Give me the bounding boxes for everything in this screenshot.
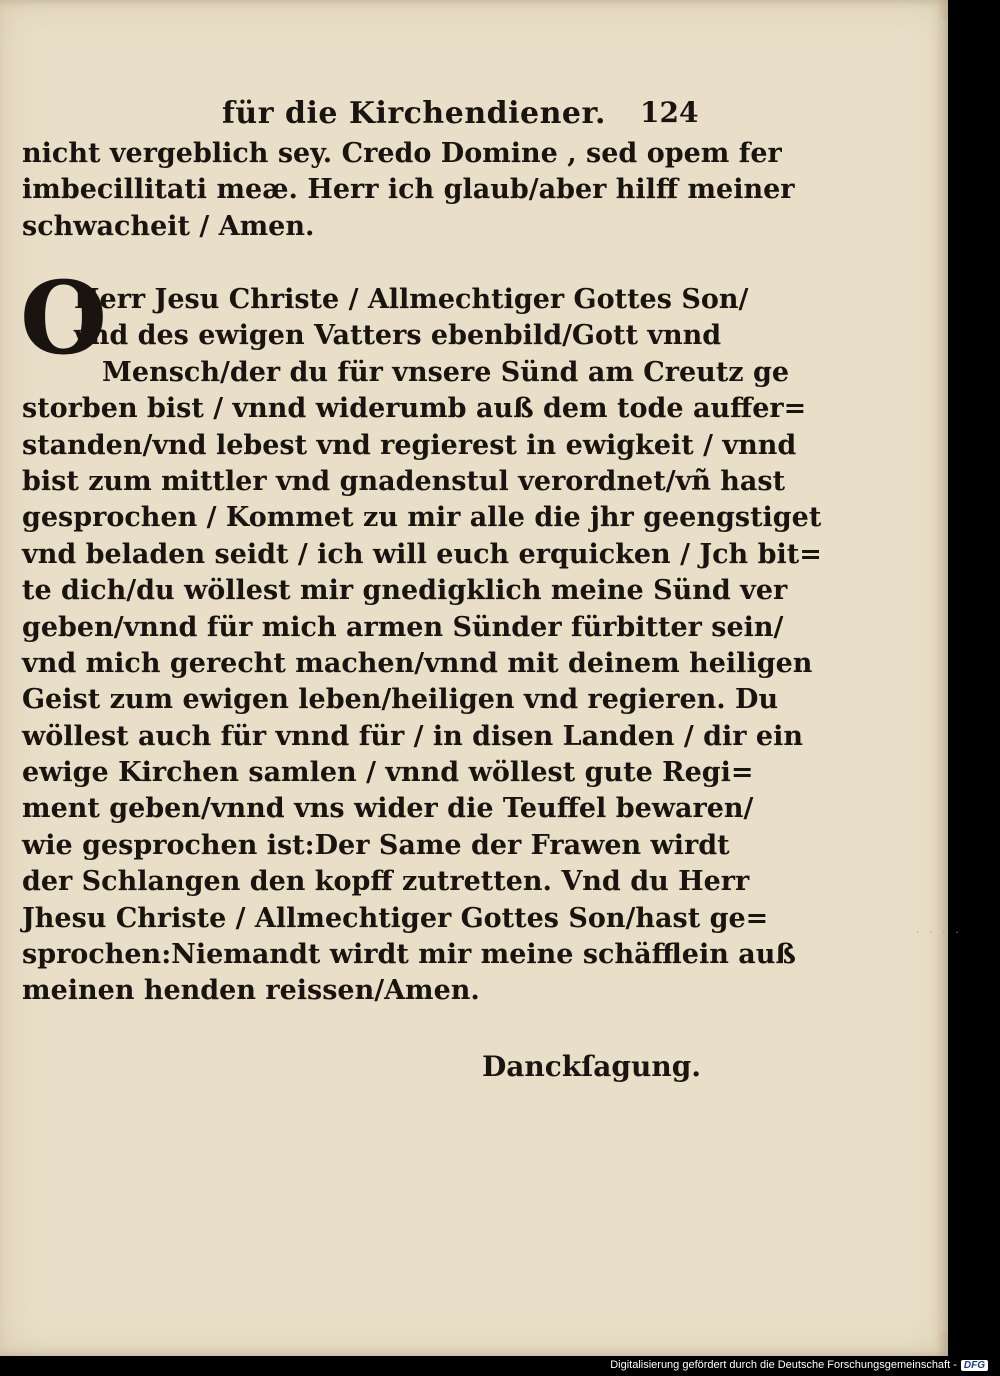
prayer-line: Jhesu Christe / Allmechtiger Gottes Son/hast ge=	[22, 902, 769, 934]
prayer-line: der Schlangen den kopff zutretten. Vnd du Herr	[22, 866, 750, 898]
intro-text-block	[22, 136, 795, 245]
intro-line: imbecillitati meæ. Herr ich glaub/aber hilff meiner	[22, 174, 795, 206]
intro-line: nicht vergeblich sey. Credo Domine , sed opem fer	[22, 138, 782, 169]
intro-line: schwacheit / Amen.	[22, 210, 315, 242]
prayer-line: geben/vnnd für mich armen Sünder fürbitter sein/	[22, 611, 784, 643]
prayer-line: vnd mich gerecht machen/vnnd mit deinem heiligen	[22, 647, 813, 679]
prayer-line: sprochen:Niemandt wirdt mir meine schäfflein auß	[22, 939, 796, 971]
prayer-line: Mensch/der du für vnsere Sünd am Creutz ge	[102, 356, 790, 388]
footer-credit: Digitalisierung gefördert durch die Deutsche Forschungsgemeinschaft -	[610, 1359, 957, 1371]
drop-cap-initial: O	[20, 259, 108, 377]
prayer-line: vnd des ewigen Vatters ebenbild/Gott vnnd	[74, 320, 722, 352]
prayer-line: meinen henden reissen/Amen.	[22, 975, 480, 1007]
prayer-line: te dich/du wöllest mir gnedigklich meine Sünd ver	[22, 575, 788, 607]
page-edge-shadow	[940, 20, 948, 1330]
prayer-line: standen/vnd lebest vnd regierest in ewigkeit / vnnd	[22, 429, 797, 461]
prayer-line: bist zum mittler vnd gnadenstul verordnet/vñ hast	[22, 465, 786, 497]
running-title: für die Kirchendiener.	[222, 96, 606, 131]
prayer-line: wöllest auch für vnnd für / in disen Landen / dir ein	[22, 720, 803, 752]
closing-heading: Danckſagung.	[482, 1050, 702, 1083]
prayer-line: ment geben/vnnd vns wider die Teuffel bewaren/	[22, 793, 754, 825]
prayer-line: storben bist / vnnd widerumb auß dem tode auffer=	[22, 393, 807, 425]
prayer-line: ewige Kirchen samlen / vnnd wöllest gute Regi=	[22, 757, 754, 789]
page-number: 124	[640, 96, 699, 129]
prayer-line: Geist zum ewigen leben/heiligen vnd regieren. Du	[22, 684, 779, 716]
dfg-logo-icon: DFG	[961, 1360, 988, 1371]
prayer-line: vnd beladen seidt / ich will euch erquicken / Jch bit=	[22, 538, 822, 570]
prayer-line: wie gesprochen ist:Der Same der Frawen wirdt	[22, 829, 730, 861]
prayer-line: Herr Jesu Christe / Allmechtiger Gottes Son/	[74, 284, 749, 315]
digitization-footer	[610, 1356, 988, 1374]
margin-dots: ····	[916, 928, 969, 939]
prayer-text-block	[22, 282, 822, 1010]
prayer-line: gesprochen / Kommet zu mir alle die jhr geengstiget	[22, 502, 822, 534]
